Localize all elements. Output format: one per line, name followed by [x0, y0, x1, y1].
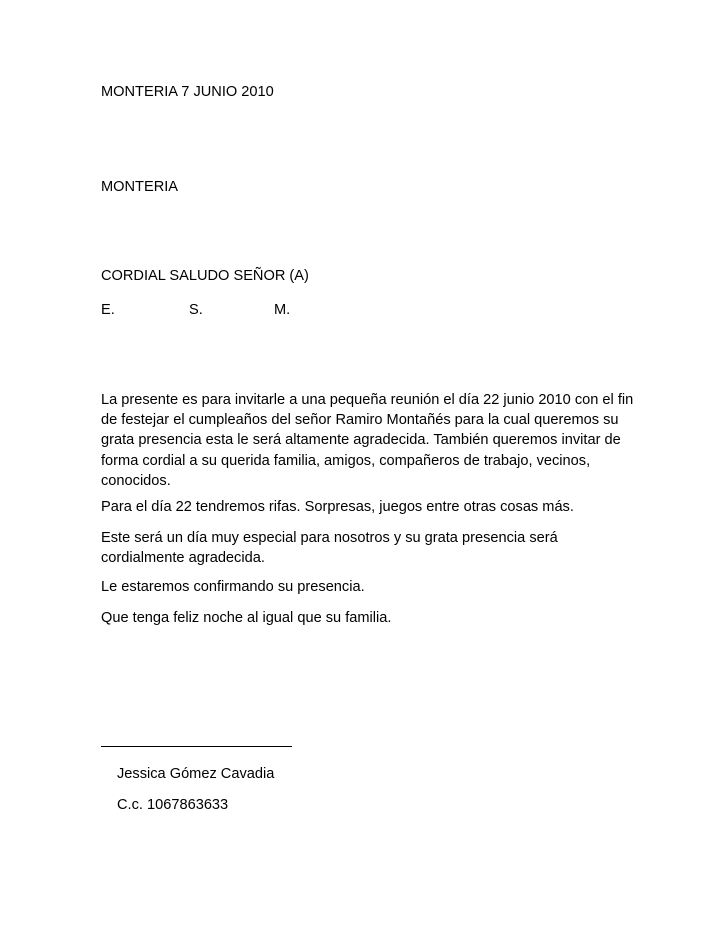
body-paragraph-3-line: cordialmente agradecida. — [101, 550, 265, 567]
body-paragraph-3 — [101, 528, 641, 568]
body-paragraph-1-line: La presente es para invitarle a una pequeña reunión el día 22 junio 2010 con el fin — [101, 392, 634, 408]
body-paragraph-1-line: forma cordial a su querida familia, amigos, compañeros de trabajo, vecinos, — [101, 452, 591, 469]
esm-e: E. — [101, 302, 115, 318]
body-paragraph-2: Para el día 22 tendremos rifas. Sorpresas, juegos entre otras cosas más. — [101, 499, 574, 515]
esm-s: S. — [189, 302, 203, 318]
city-line: MONTERIA — [101, 179, 179, 195]
body-paragraph-1 — [101, 390, 641, 491]
signature-line — [101, 746, 292, 747]
body-paragraph-1-line: grata presencia esta le será altamente agradecida. También queremos invitar de — [101, 432, 621, 449]
date-line: MONTERIA 7 JUNIO 2010 — [101, 84, 274, 100]
body-paragraph-3-line: Este será un día muy especial para nosotros y su grata presencia será — [101, 530, 558, 546]
body-paragraph-4: Le estaremos confirmando su presencia. — [101, 579, 365, 595]
signature-id: C.c. 1067863633 — [117, 797, 229, 813]
body-paragraph-1-line: conocidos. — [101, 472, 171, 489]
greeting-line: CORDIAL SALUDO SEÑOR (A) — [101, 268, 309, 284]
body-paragraph-1-line: de festejar el cumpleaños del señor Ramiro Montañés para la cual queremos su — [101, 412, 619, 429]
signature-name: Jessica Gómez Cavadia — [117, 766, 275, 782]
body-paragraph-5: Que tenga feliz noche al igual que su familia. — [101, 610, 392, 626]
esm-m: M. — [274, 302, 291, 318]
